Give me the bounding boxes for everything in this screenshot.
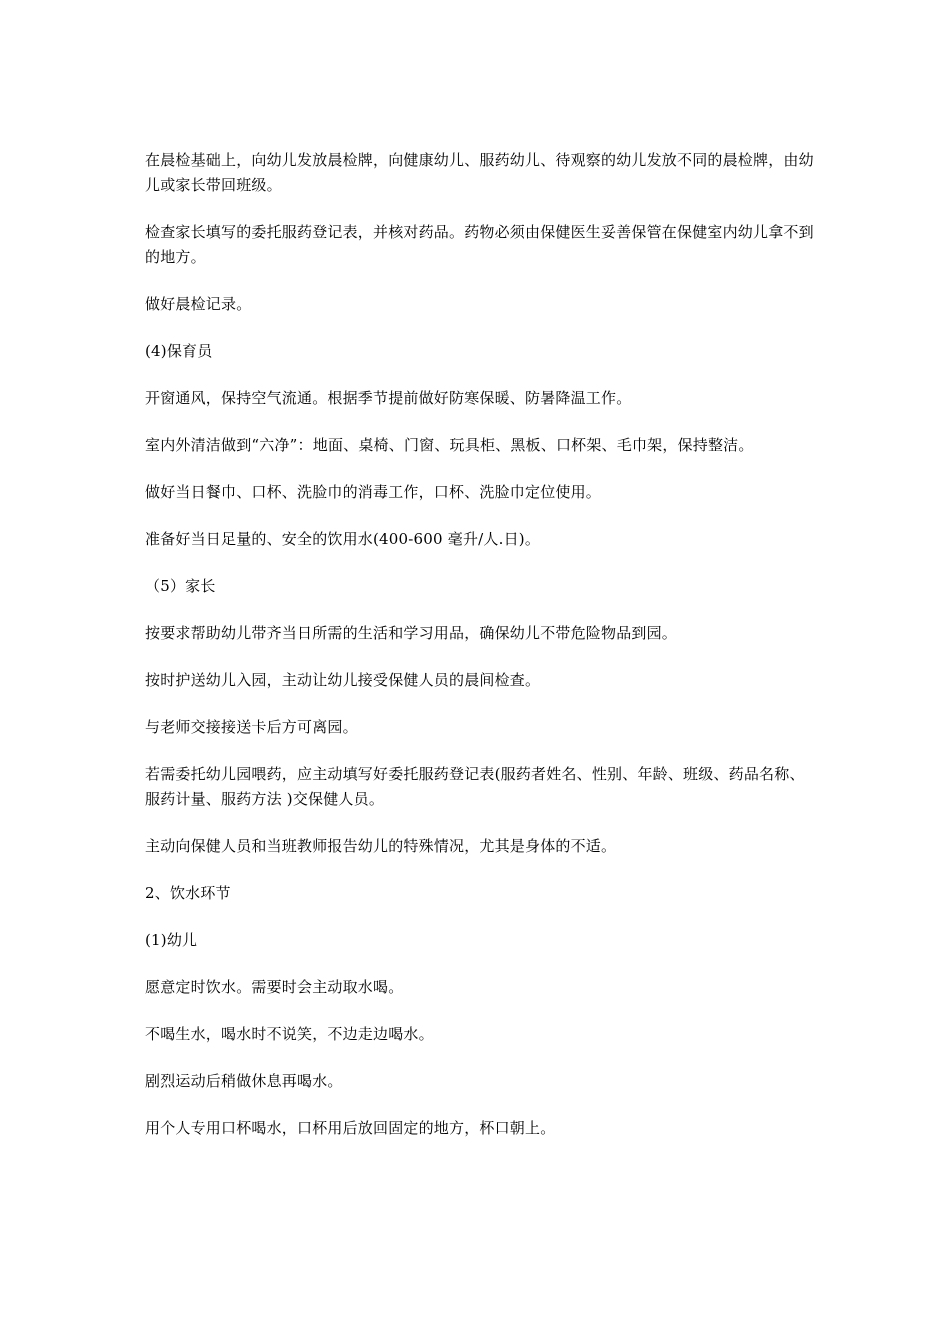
paragraph-no-raw-water: 不喝生水，喝水时不说笑，不边走边喝水。 (145, 1025, 434, 1043)
document-page (145, 148, 817, 1163)
heading-caregiver: (4)保育员 (145, 342, 213, 360)
paragraph-supplies: 按要求帮助幼儿带齐当日所需的生活和学习用品，确保幼儿不带危险物品到园。 (145, 624, 678, 642)
paragraph-escort: 按时护送幼儿入园，主动让幼儿接受保健人员的晨间检查。 (145, 671, 541, 689)
paragraph-morning-check-record: 做好晨检记录。 (145, 295, 252, 313)
paragraph-six-clean: 室内外清洁做到“六净”：地面、桌椅、门窗、玩具柜、黑板、口杯架、毛巾架，保持整洁。 (145, 436, 754, 454)
paragraph-ventilation: 开窗通风，保持空气流通。根据季节提前做好防寒保暖、防暑降温工作。 (145, 389, 632, 407)
paragraph-morning-check-cards: 在晨检基础上，向幼儿发放晨检牌，向健康幼儿、服药幼儿、待观察的幼儿发放不同的晨检牌，由幼儿或家长带回班级。 (145, 151, 814, 194)
paragraph-drink-regularly: 愿意定时饮水。需要时会主动取水喝。 (145, 978, 404, 996)
paragraph-report-condition: 主动向保健人员和当班教师报告幼儿的特殊情况，尤其是身体的不适。 (145, 837, 617, 855)
paragraph-medication-form: 检查家长填写的委托服药登记表，并核对药品。药物必须由保健医生妥善保管在保健室内幼儿拿不到的地方。 (145, 223, 814, 266)
paragraph-personal-cup: 用个人专用口杯喝水，口杯用后放回固定的地方，杯口朝上。 (145, 1119, 556, 1137)
paragraph-drinking-water: 准备好当日足量的、安全的饮用水(400-600 毫升/人.日)。 (145, 530, 541, 548)
heading-parents: （5）家长 (145, 577, 216, 595)
paragraph-pickup-card: 与老师交接接送卡后方可离园。 (145, 718, 358, 736)
paragraph-rest-before-drinking: 剧烈运动后稍做休息再喝水。 (145, 1072, 343, 1090)
heading-children: (1)幼儿 (145, 931, 198, 949)
paragraph-medication-request: 若需委托幼儿园喂药，应主动填写好委托服药登记表(服药者姓名、性别、年龄、班级、药品名称、服药计量、服药方法 )交保健人员。 (145, 765, 805, 808)
paragraph-disinfection: 做好当日餐巾、口杯、洗脸巾的消毒工作，口杯、洗脸巾定位使用。 (145, 483, 602, 501)
heading-drinking-section: 2、饮水环节 (145, 884, 231, 902)
